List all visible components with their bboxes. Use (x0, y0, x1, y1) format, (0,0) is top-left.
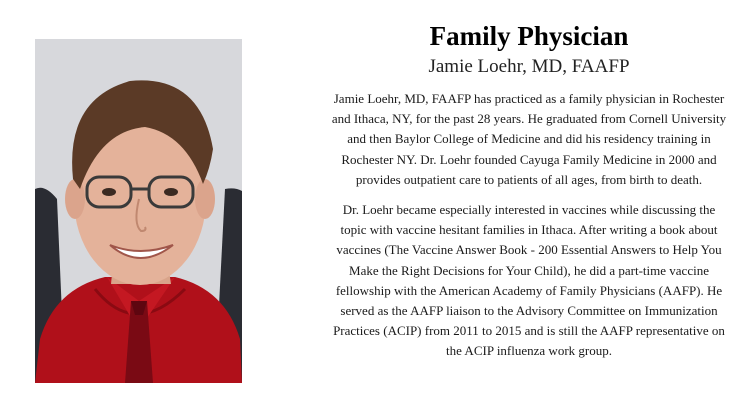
page-title: Family Physician (429, 21, 629, 51)
bio-paragraph-1: Jamie Loehr, MD, FAAFP has practiced as a family physician in Rochester and Ithaca, NY, for the past 28 years. He graduated from Cornell University and then Baylor College of Medicine and did his residency training in Rochester NY. Dr. Loehr founded Cayuga Family Medicine in 2000 and provides outpatient care to patients of all ages, from birth to death. (331, 91, 727, 187)
bio-paragraph-2: Dr. Loehr became especially interested in vaccines while discussing the topic with vaccine hesitant families in Ithaca. After writing a book about vaccines (The Vaccine Answer Book - 200 Essential Answers to Help You Make the Right Decisions for Your Child), he did a part-time vaccine fellowship with the American Academy of Family Physicians (AAFP). He served as the AAFP liaison to the Advisory Committee on Immunization Practices (ACIP) from 2011 to 2015 and is still the AAFP representative on the ACIP influenza work group. (333, 202, 725, 359)
physician-name: Jamie Loehr, MD, FAAFP (428, 56, 630, 77)
doctor-portrait-photo (35, 39, 242, 383)
profile-text (330, 18, 728, 372)
